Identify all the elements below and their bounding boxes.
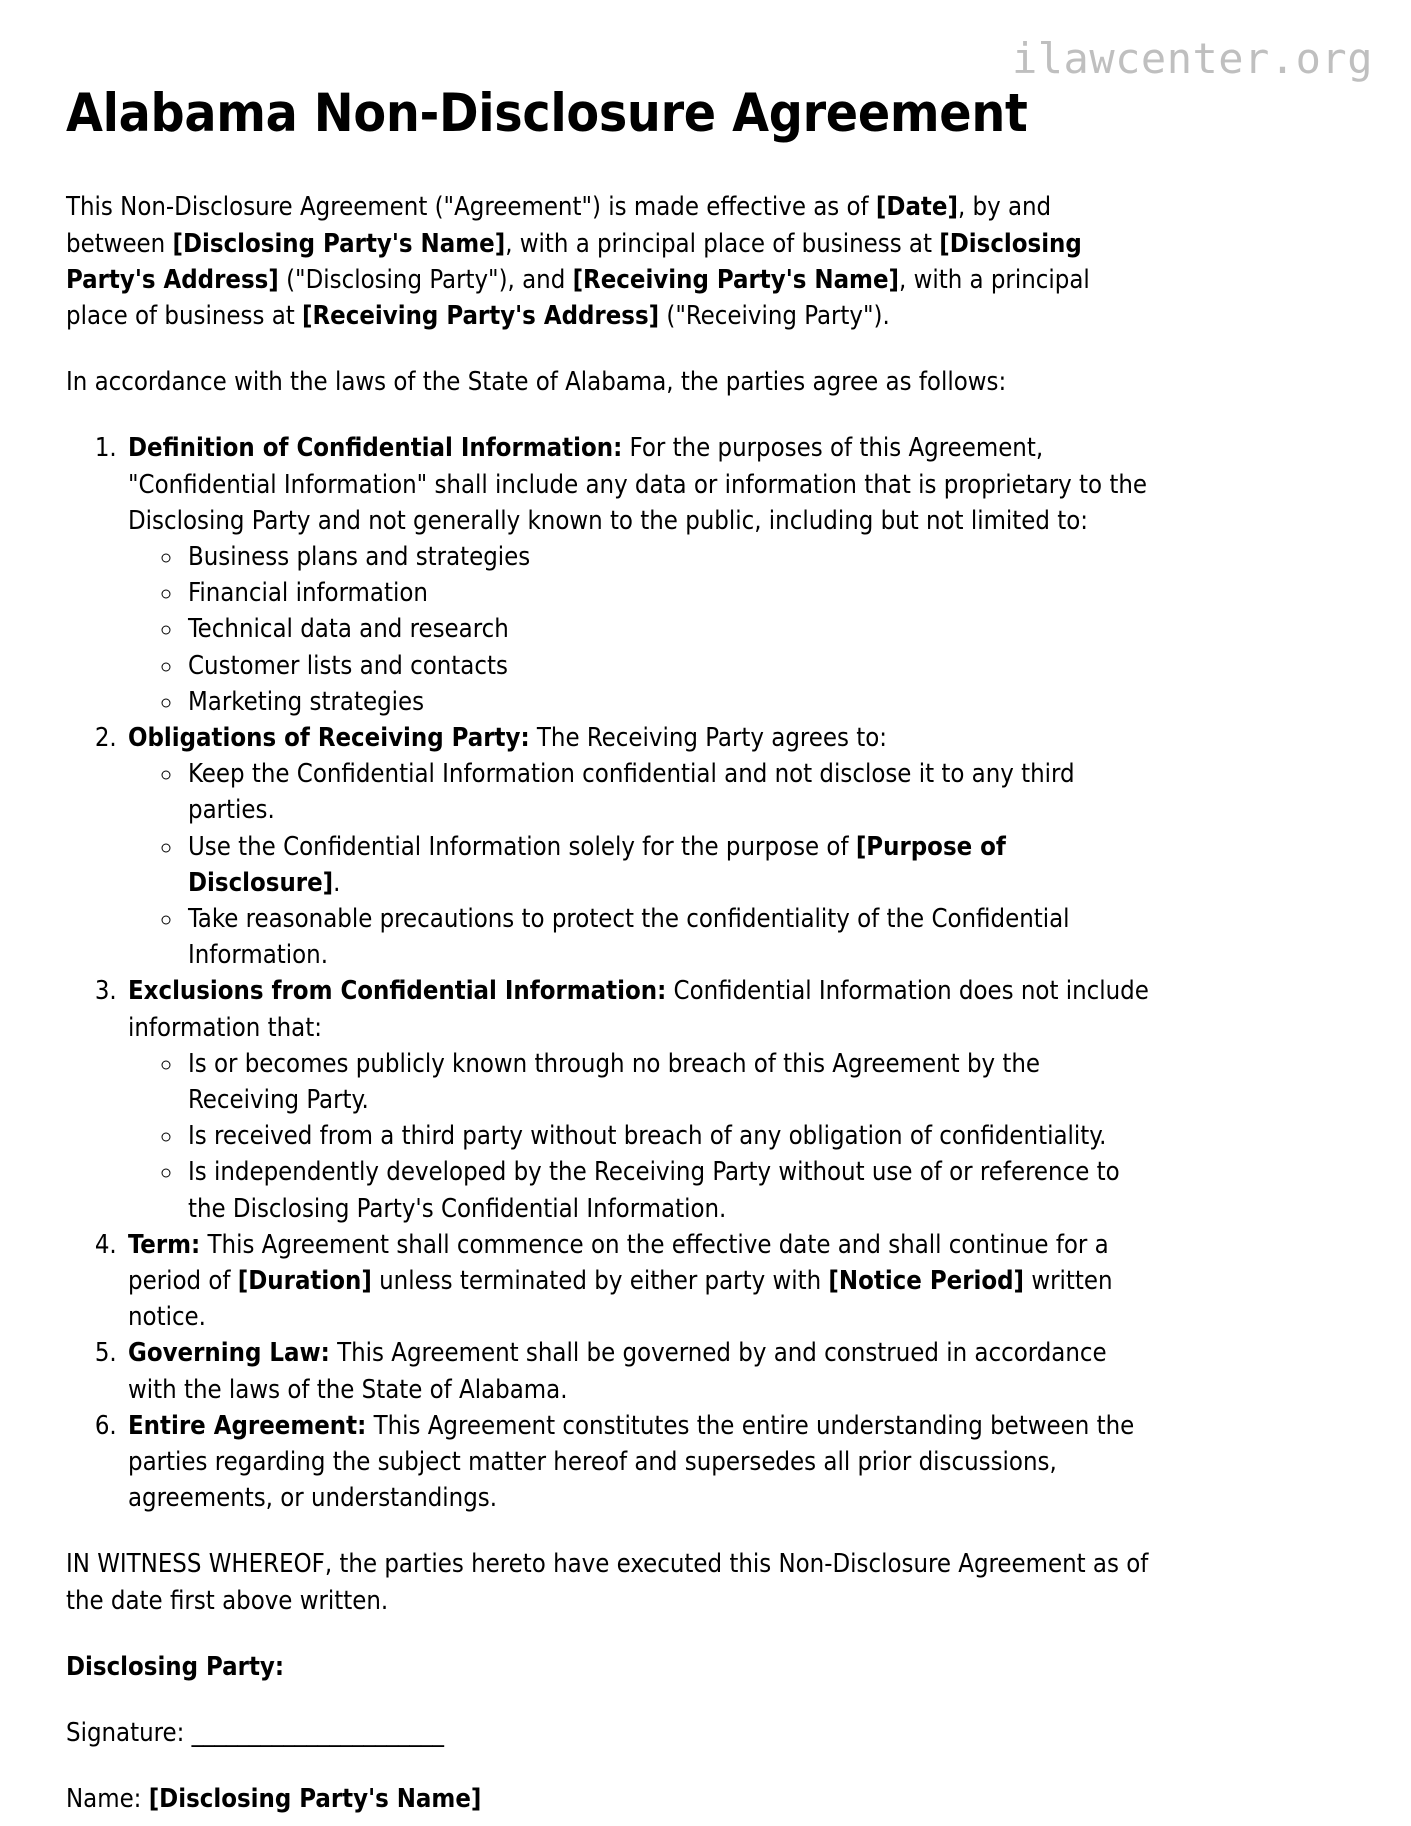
clause-body-pre: This Agreement shall commence on the effective date and shall continue for a period of	[128, 1229, 1109, 1297]
intro-text-2: , by and between	[66, 192, 1052, 259]
placeholder-disclosing-address: [Disclosing Party's Address]	[66, 228, 1082, 295]
list-item	[184, 829, 1156, 901]
clause-heading: Term:	[128, 1229, 201, 1260]
intro-paragraph	[66, 189, 1156, 334]
clause-subitem-list	[128, 756, 1156, 973]
intro-text-3: , with a principal place of business at	[505, 228, 940, 259]
list-item: ◦ Technical data and research	[184, 611, 1156, 647]
signature-block	[66, 1649, 1156, 1818]
list-item: ◦ Is or becomes publicly known through no breach of this Agreement by the Receiving Party.	[184, 1046, 1156, 1118]
clause-subitem-list	[128, 539, 1156, 720]
placeholder-disclosing-name: [Disclosing Party's Name]	[172, 228, 506, 259]
clause-heading: Governing Law:	[128, 1338, 330, 1369]
list-item: ◦ Financial information	[184, 575, 1156, 611]
clause-body: This Agreement shall be governed by and construed in accordance with the laws of the State of Alabama.	[128, 1338, 1107, 1405]
intro-text-5: , with a principal place of business at	[66, 264, 1090, 331]
signature-line[interactable]: ______________________	[191, 1718, 444, 1749]
clause-item	[124, 973, 1156, 1226]
list-item: ◦ Is received from a third party without breach of any obligation of confidentiality.	[184, 1118, 1156, 1154]
list-item: ◦ Keep the Confidential Information confidential and not disclose it to any third parties.	[184, 756, 1156, 828]
placeholder-notice-period: [Notice Period]	[828, 1266, 1025, 1297]
clause-body: This Agreement constitutes the entire understanding between the parties regarding the subject matter hereof and supersedes all prior discussions, agreements, or understandings.	[128, 1410, 1135, 1514]
list-item: ◦ Marketing strategies	[184, 684, 1156, 720]
clause-heading: Definition of Confidential Information:	[128, 433, 623, 464]
clause-item	[124, 1227, 1156, 1336]
clause-subitem-list	[128, 1046, 1156, 1227]
clause-heading: Entire Agreement:	[128, 1410, 367, 1441]
clause-body: Confidential Information does not include information that:	[128, 976, 1149, 1043]
intro-text-1: This Non-Disclosure Agreement ("Agreement") is made effective as of	[66, 192, 876, 223]
placeholder-duration: [Duration]	[237, 1266, 372, 1297]
document-content	[66, 84, 1156, 1817]
subitem-text-pre: Use the Confidential Information solely for the purpose of	[188, 831, 856, 862]
clause-list	[66, 430, 1156, 1516]
list-item: ◦ Business plans and strategies	[184, 539, 1156, 575]
clause-heading: Obligations of Receiving Party:	[128, 723, 530, 753]
clause-item	[124, 720, 1156, 973]
name-label: Name:	[66, 1784, 149, 1815]
list-item: ◦ Take reasonable precautions to protect the confidentiality of the Confidential Information.	[184, 901, 1156, 973]
clause-body-post: written notice.	[128, 1266, 1113, 1333]
placeholder-purpose-of-disclosure: [Purpose of Disclosure]	[188, 831, 1006, 898]
clause-item	[124, 1335, 1156, 1407]
name-field-row	[66, 1781, 1156, 1817]
list-item: ◦ Is independently developed by the Receiving Party without use of or reference to the Disclosing Party's Confidential Information.	[184, 1154, 1156, 1226]
clause-item	[124, 430, 1156, 720]
placeholder-receiving-name: [Receiving Party's Name]	[572, 264, 899, 295]
subitem-text-post: .	[333, 867, 341, 898]
clause-item	[124, 1408, 1156, 1517]
witness-paragraph: IN WITNESS WHEREOF, the parties hereto have executed this Non-Disclosure Agreement as of the date first above written.	[66, 1549, 1149, 1616]
clause-body: The Receiving Party agrees to:	[529, 723, 887, 753]
clause-body: For the purposes of this Agreement, "Confidential Information" shall include any data or information that is proprietary to the Disclosing Party and not generally known to the public, including but not limited to:	[128, 433, 1147, 536]
placeholder-date: [Date]	[875, 192, 958, 223]
disclosing-party-heading: Disclosing Party:	[66, 1651, 285, 1682]
placeholder-receiving-address: [Receiving Party's Address]	[302, 300, 660, 331]
clause-body-mid: unless terminated by either party with	[371, 1266, 829, 1297]
governing-intro-paragraph: In accordance with the laws of the State of Alabama, the parties agree as follows:	[66, 367, 1007, 398]
page-title: Alabama Non-Disclosure Agreement	[66, 83, 1028, 144]
intro-text-6: ("Receiving Party").	[659, 300, 890, 331]
clause-heading: Exclusions from Confidential Information:	[128, 976, 667, 1007]
signature-label: Signature:	[66, 1718, 192, 1749]
intro-text-4: ("Disclosing Party"), and	[278, 264, 573, 295]
placeholder-disclosing-party-name: [Disclosing Party's Name]	[148, 1784, 482, 1815]
site-watermark: ilawcenter.org	[1011, 34, 1373, 83]
signature-field-row	[66, 1715, 1156, 1751]
list-item: ◦ Customer lists and contacts	[184, 648, 1156, 684]
